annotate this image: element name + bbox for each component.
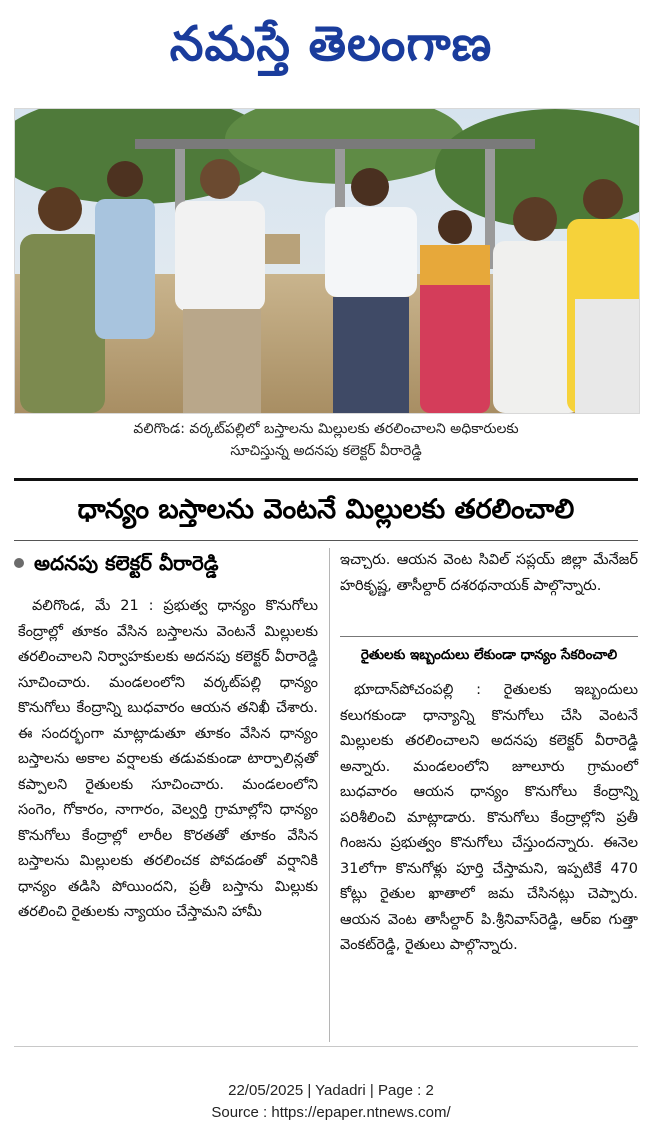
footer-source: Source : https://epaper.ntnews.com/ xyxy=(211,1104,451,1121)
article-byline xyxy=(14,548,326,578)
newspaper-title: నమస్తే తెలంగాణ xyxy=(169,16,493,72)
article-subhead: రైతులకు ఇబ్బందులు లేకుండా ధాన్యం సేకరించాలి xyxy=(360,647,618,663)
masthead xyxy=(0,0,662,100)
right-column-bottom-text: భూదాన్‌పోచంపల్లి : రైతులకు ఇబ్బందులు కలుగకుండా ధాన్యాన్ని కొనుగోలు చేసి వెంటనే మిల్లులకు తరలించాలని అదనపు కలెక్టర్ వీరారెడ్డి అన్నారు. మండలంలోని జూలూరు గ్రామంలో బుధవారం ఆయన ధాన్యం కొనుగోలు కేంద్రాన్ని పరిశీలించి మాట్లాడారు. కొనుగోలు కేంద్రాల్లోని ప్రతీ గింజను ప్రభుత్వం కొనుగోలు చేస్తుందన్నారు. ఈనెల 31లోగా కొనుగోళ్లు పూర్తి చేస్తామని, ఇప్పటికే 470 కోట్లు రైతుల ఖాతాలో జమ చేసినట్లు చెప్పారు. ఆయన వెంట తాసీల్దార్ పి.శ్రీనివాస్‌రెడ్డి, ఆర్ఐ గుత్తా వెంకట్‌రెడ్డి, రైతులు పాల్గొన్నారు. xyxy=(340,682,638,953)
column-divider xyxy=(329,548,330,1042)
footer-date-edition: 22/05/2025 | Yadadri | Page : 2 xyxy=(228,1082,434,1099)
page-bottom-rule xyxy=(14,1046,638,1047)
right-column-top-text: ఇచ్చారు. ఆయన వెంట సివిల్ సప్లయ్ జిల్లా మేనేజర్ హరికృష్ణ, తాసీల్దార్ దశరథనాయక్ పాల్గొన్నారు. xyxy=(340,552,638,594)
byline-text: అదనపు కలెక్టర్ వీరారెడ్డి xyxy=(34,551,219,575)
article-headline: ధాన్యం బస్తాలను వెంటనే మిల్లులకు తరలించాలి xyxy=(77,494,575,525)
article-column-right-bottom xyxy=(340,678,638,959)
photo-caption xyxy=(14,418,638,462)
news-photo xyxy=(14,108,640,414)
headline-top-rule xyxy=(14,478,638,481)
caption-line-2: సూచిస్తున్న అదనపు కలెక్టర్ వీరారెడ్డి xyxy=(230,443,422,459)
caption-line-1: వలిగొండ: వర్కట్‌పల్లిలో బస్తాలను మిల్లులకు తరలించాలని అధికారులకు xyxy=(133,421,519,437)
article-column-right-top xyxy=(340,548,638,599)
article-column-left xyxy=(18,594,318,926)
left-column-text: వలిగొండ, మే 21 : ప్రభుత్వ ధాన్యం కొనుగోలు కేంద్రాల్లో తూకం వేసిన బస్తాలను వెంటనే మిల్లులకు తరలించాలని నిర్వాహకులకు అదనపు కలెక్టర్ వీరారెడ్డి సూచించారు. మండలంలోని వర్కట్‌పల్లి ధాన్యం కొనుగోలు కేంద్రాన్ని బుధవారం ఆయన తనిఖీ చేశారు. ఈ సందర్భంగా మాట్లాడుతూ తూకం వేసిన ధాన్యం బస్తాలను అకాల వర్షాలకు తడువకుండా టార్పాలిన్లతో కప్పాలని రైతులకు సూచించారు. మండలంలోని సంగెం, గోకారం, నాగారం, వెల్వర్తి గ్రామాల్లోని ధాన్యం కొనుగోలు కేంద్రాల్లో లారీల కొరతతో తూకం వేసిన బస్తాలను మిల్లులకు తరలించక పోవడంతో వర్షానికి ధాన్యం తడిసి పోయిందని, ప్రతీ బస్తాను మిల్లుకు తరలించి రైతులకు న్యాయం చేస్తామని హామీ xyxy=(18,598,318,920)
subhead-rule xyxy=(340,636,638,637)
bullet-icon xyxy=(14,558,24,568)
headline-bottom-rule xyxy=(14,540,638,541)
page-footer xyxy=(0,1080,662,1124)
